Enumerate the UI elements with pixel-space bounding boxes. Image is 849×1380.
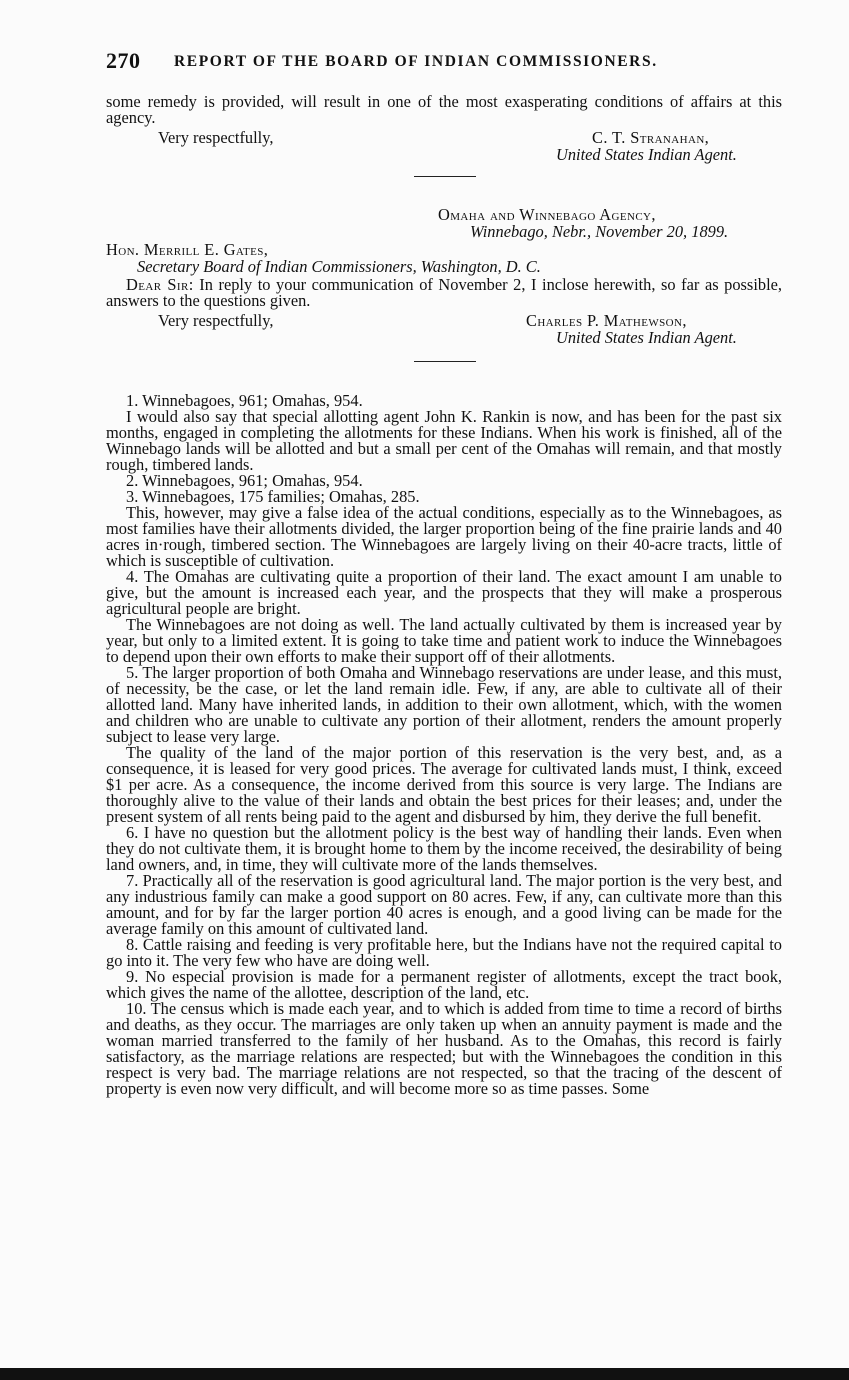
answer-paragraph: 2. Winnebagoes, 961; Omahas, 954. [126,471,363,490]
page-number: 270 [106,48,141,73]
letter-signer-name: Charles P. Mathewson, [526,311,687,330]
answer-paragraph: I would also say that special allotting agent John K. Rankin is now, and has been for the past six months, engaged in completing the allotments for these Indians. When his work is finished, all of the Winnebago lands will be allotted and but a small per cent of the Omahas will remain, and that mostly rough, timbered lands. [106,407,782,474]
opening-signer-title: United States Indian Agent. [556,145,737,164]
opening-signer-name: C. T. Stranahan, [592,128,710,147]
answer-paragraph: 7. Practically all of the reservation is good agricultural land. The major portion is the very best, and any industrious family can make a good support on 80 acres. Few, if any, can cultivate more than this amount, and for by far the larger portion 40 acres is enough, and a good living can be made for the average family on this amount of cultivated land. [106,871,782,938]
answer-paragraph: 6. I have no question but the allotment policy is the best way of handling their lands. Even when they do not cultivate them, it is brought home to them by the income received, the desirability of being land owners, and, in time, they will cultivate more of the lands themselves. [106,823,782,874]
page-header [106,48,786,74]
letter-signer-title: United States Indian Agent. [556,328,737,347]
answers-block [106,393,782,1097]
answer-paragraph: 1. Winnebagoes, 961; Omahas, 954. [126,391,363,410]
answer-paragraph: The quality of the land of the major portion of this reservation is the very best, and, as a consequence, it is leased for very good prices. The average for cultivated lands must, I think, exceed $1 per acre. As a consequence, the income derived from this source is very large. The Indians are thoroughly alive to the value of their lands and obtain the best prices for their leases; and, under the present system of all rents being paid to the agent and disbursed by him, they derive the full benefit. [106,743,782,826]
place-date: Winnebago, Nebr., November 20, 1899. [470,222,729,241]
answer-paragraph: 4. The Omahas are cultivating quite a proportion of their land. The exact amount I am unable to give, but the amount is increased each year, and the prospects that they will make a prosperous agricultural people are bright. [106,567,782,618]
opening-paragraph: some remedy is provided, will result in one of the most exasperating conditions of affairs at this agency. [106,92,782,127]
agency-heading: Omaha and Winnebago Agency, [438,205,656,224]
answer-paragraph: 5. The larger proportion of both Omaha and Winnebago reservations are under lease, and this must, of necessity, be the case, or let the land remain idle. Few, if any, are able to cultivate all of their allotted land. Many have inherited lands, in addition to their own allotment, which, with the women and children who are unable to cultivate any portion of their allotment, renders the amount properly subject to lease very large. [106,663,782,746]
letter-body-text: In reply to your communication of November 2, I inclose herewith, so far as possible, answers to the questions given. [106,275,782,310]
addressee-name: Hon. Merrill E. Gates, [106,240,269,259]
letter-body-block [106,277,782,309]
letter-body [106,277,782,309]
section-divider [414,361,476,362]
salutation: Dear Sir: [126,275,194,294]
answer-paragraph: 9. No especial provision is made for a permanent register of allotments, except the tract book, which gives the name of the allottee, description of the land, etc. [106,967,782,1002]
answer-paragraph: 8. Cattle raising and feeding is very profitable here, but the Indians have not the required capital to go into it. The very few who have are doing well. [106,935,782,970]
opening-closing: Very respectfully, [158,128,274,147]
opening-paragraph-block [106,94,782,126]
answer-paragraph: 3. Winnebagoes, 175 families; Omahas, 285. [126,487,420,506]
scan-border [0,1368,849,1380]
answer-paragraph: This, however, may give a false idea of the actual conditions, especially as to the Winnebagoes, as most families have their allotments divided, the larger proportion being of the fine prairie lands and 40 acres in·rough, timbered section. The Winnebagoes are largely living on their 40-acre tracts, little of which is susceptible of cultivation. [106,503,782,570]
section-divider [414,176,476,177]
answer-paragraph: The Winnebagoes are not doing as well. The land actually cultivated by them is increased year by year, but only to a limited extent. It is going to take time and patient work to induce the Winnebagoes to depend upon their own efforts to make their support off of their allotments. [106,615,782,666]
addressee-title: Secretary Board of Indian Commissioners, Washington, D. C. [137,257,541,276]
running-title: REPORT OF THE BOARD OF INDIAN COMMISSIONERS. [174,53,658,70]
letter-closing: Very respectfully, [158,311,274,330]
answer-paragraph: 10. The census which is made each year, and to which is added from time to time a record of births and deaths, as they occur. The marriages are only taken up when an annuity payment is made and the woman married transferred to the family of her husband. As to the Omahas, this record is fairly satisfactory, as the marriage relations are respected; but with the Winnebagoes the condition in this respect is very bad. The marriage relations are not respected, so that the tracing of the descent of property is even now very difficult, and will become more so as time passes. Some [106,999,782,1098]
